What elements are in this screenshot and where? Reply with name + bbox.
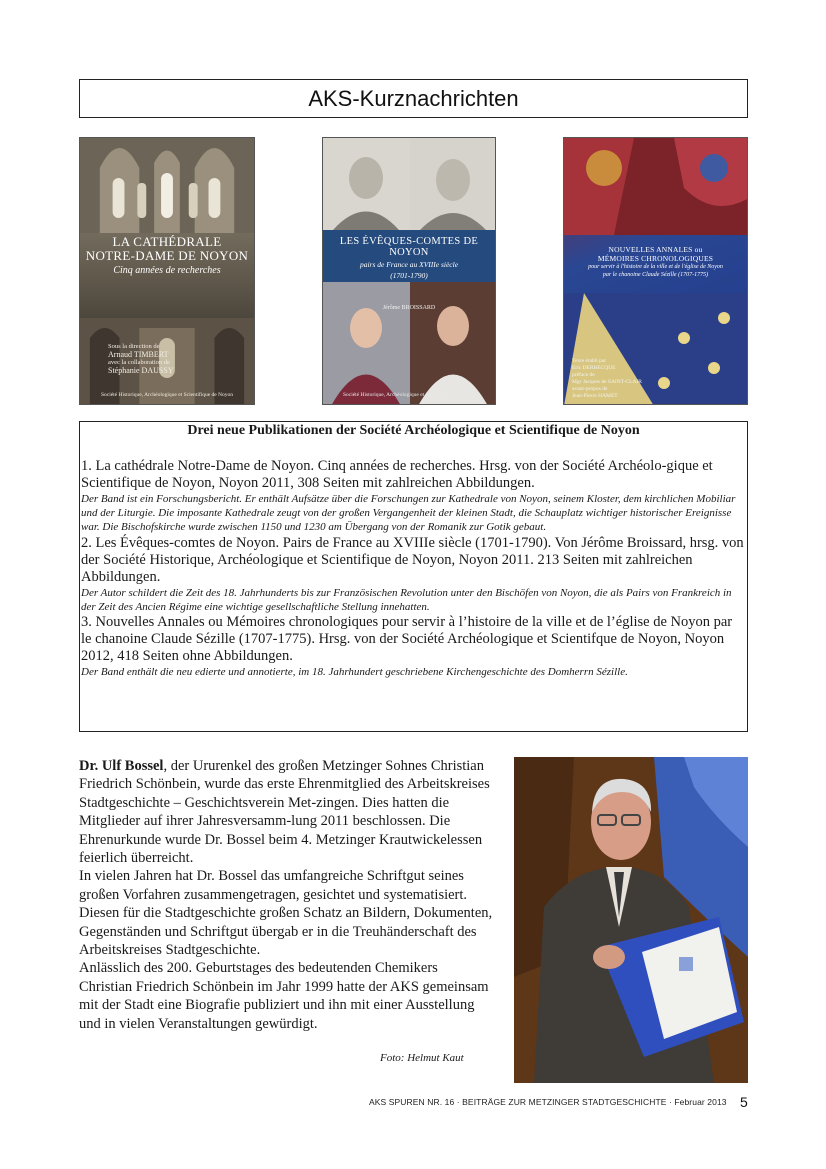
- cover-title-line: MÉMOIRES CHRONOLOGIQUES: [597, 254, 714, 263]
- page-title: AKS-Kurznachrichten: [308, 85, 519, 111]
- page-footer: AKS SPUREN NR. 16 · BEITRÄGE ZUR METZINGER STADTGESCHICHTE · Februar 2013: [369, 1097, 727, 1107]
- article-person-name: Dr. Ulf Bossel: [79, 758, 164, 774]
- credit-line: avec la collaboration de: [108, 359, 170, 366]
- cover-subtitle: (1701-1790): [390, 271, 428, 280]
- publications-heading: Drei neue Publikationen der Société Archéologique et Scientifique de Noyon: [187, 423, 640, 438]
- cover-title: LES ÉVÊQUES-COMTES DE NOYON: [339, 236, 479, 258]
- credit-line: Sous la direction de: [108, 343, 160, 350]
- cathedral-vault-image: [80, 138, 254, 233]
- page-number: 5: [740, 1094, 748, 1110]
- publication-note: Der Autor schildert die Zeit des 18. Jahrhunderts bis zur Französischen Revolution unter den Bischöfen von Noyon, die als Pairs von Frankreich in der Zeit des Ancien Régime eine wichtige gesellschaftliche Stellung innehatten.: [81, 586, 732, 613]
- publication-note: Der Band enthält die neu edierte und annotierte, im 18. Jahrhundert geschriebene Kirchengeschichte des Domherrn Sézille.: [81, 666, 628, 679]
- cover-subtitle: pairs de France au XVIIIe siècle: [359, 260, 459, 269]
- cover-title-band: [564, 235, 747, 293]
- cover-subtitle: pour servir à l'histoire de la ville et de l'église de Noyon: [588, 264, 723, 270]
- credit-name: Arnaud TIMBERT: [108, 350, 169, 359]
- cover-title-line: LA CATHÉDRALE: [112, 234, 222, 249]
- article-text: , der Ururenkel des großen Metzinger Sohnes Christian Friedrich Schönbein, wurde das erste Ehrenmitglied des Arbeitskreises Stadtgeschichte – Geschichtsverein Met-zingen. Dies hatten die Mitglieder auf ihrer Jahresversamm-lung 2011 beschlossen. Die Ehrenurkunde wurde Dr. Bossel beim 4. Metzinger Krautwickelessen feierlich überreicht.: [79, 758, 490, 867]
- credit-name: Jean-Pierre HAMET: [572, 393, 618, 399]
- cover-title-band: [80, 233, 254, 318]
- cover-credits: [108, 343, 174, 375]
- article-paragraph: [79, 757, 494, 867]
- publication-entry: 1. La cathédrale Notre-Dame de Noyon. Cinq années de recherches. Hrsg. von der Société Archéolo-gique et Scientifique de Noyon, Noyon 2011, 308 Seiten mit zahlreichen Abbildungen.: [81, 458, 713, 491]
- cover-title-line: NOTRE-DAME DE NOYON: [85, 248, 249, 263]
- credit-line: avant-propos de: [572, 386, 608, 392]
- article-paragraph: Anlässlich des 200. Geburtstages des bedeutenden Chemikers Christian Friedrich Schönbein im Jahr 1999 hatte der AKS gemeinsam mit der Stadt eine Biografie publiziert und ihn mit einer Ausstellung und in vielen Veranstaltungen gewürdigt.: [79, 960, 489, 1032]
- cover-title-band: [323, 230, 495, 282]
- publication-entry: 3. Nouvelles Annales ou Mémoires chronologiques pour servir à l’histoire de la ville et de l’église de Noyon par le chanoine Claude Sézille (1707-1775). Hrsg. von der Société Archéologique et Scientifque de Noyon, Noyon 2012, 418 Seiten ohne Abbildungen.: [81, 614, 733, 665]
- honorary-member-photo: [514, 757, 748, 1083]
- publication-note: Der Band ist ein Forschungsbericht. Er enthält Aufsätze über die Forschungen zur Kathedrale von Noyon, seinem Kloster, dem kirchlichen Mobiliar und der Liturgie. Die imposante Kathedrale zeugt von der großen Vergangenheit der kleinen Stadt, die Schauplatz wichtiger historischer Ereignisse war. Die Bischofskirche wurde zwischen 1150 und 1230 am Übergang von der Romanik zur Gotik gebaut.: [81, 493, 736, 534]
- publication-entry: 2. Les Évêques-comtes de Noyon. Pairs de France au XVIIIe siècle (1701-1790). Von Jérôme Broissard, hrsg. von der Société Historique, Archéologique et Scientifique de Noyon, Noyon 2011. 213 Seiten mit zahlreichen Abbildungen.: [81, 534, 744, 585]
- page-heading: [79, 79, 748, 118]
- book-cover-cathedrale: [79, 137, 255, 405]
- credit-name: Eric DERBECQUE: [572, 365, 616, 371]
- article-paragraph: In vielen Jahren hat Dr. Bossel das umfangreiche Schriftgut seines großen Vorfahren zusammengetragen, gesichtet und systematisiert. Diesen für die Stadtgeschichte großen Schatz an Bildern, Dokumenten, Gegenständen und Schriftgut übergab er in die Treuhänderschaft des Arbeitskreises Stadtgeschichte.: [79, 868, 493, 959]
- cover-subtitle: par le chanoine Claude Sézille (1707-1775): [602, 272, 709, 278]
- cover-publisher: Société Historique, Archéologique et Scientifique de Noyon: [342, 392, 476, 398]
- cover-publisher: Société Historique, Archéologique et Scientifique de Noyon: [100, 392, 234, 398]
- cover-author: Jérôme BROISSARD: [382, 305, 436, 311]
- book-cover-annales: [563, 137, 748, 405]
- article-bossel: [79, 757, 494, 1033]
- man-with-certificate-image: [514, 757, 748, 1083]
- credit-line: Texte établi par: [572, 358, 607, 364]
- publications-box: [79, 421, 748, 732]
- cover-credits: [572, 358, 642, 400]
- credit-name: Mgr Jacques de SAINT-CLAIR: [572, 379, 642, 385]
- credit-name: Stéphanie DAUSSY: [108, 366, 174, 375]
- cover-title-line: NOUVELLES ANNALES ou: [608, 245, 703, 254]
- photo-credit: Foto: Helmut Kaut: [380, 1052, 464, 1064]
- cover-subtitle: Cinq années de recherches: [113, 265, 221, 276]
- book-cover-eveques: [322, 137, 496, 405]
- credit-line: préface de: [572, 372, 595, 378]
